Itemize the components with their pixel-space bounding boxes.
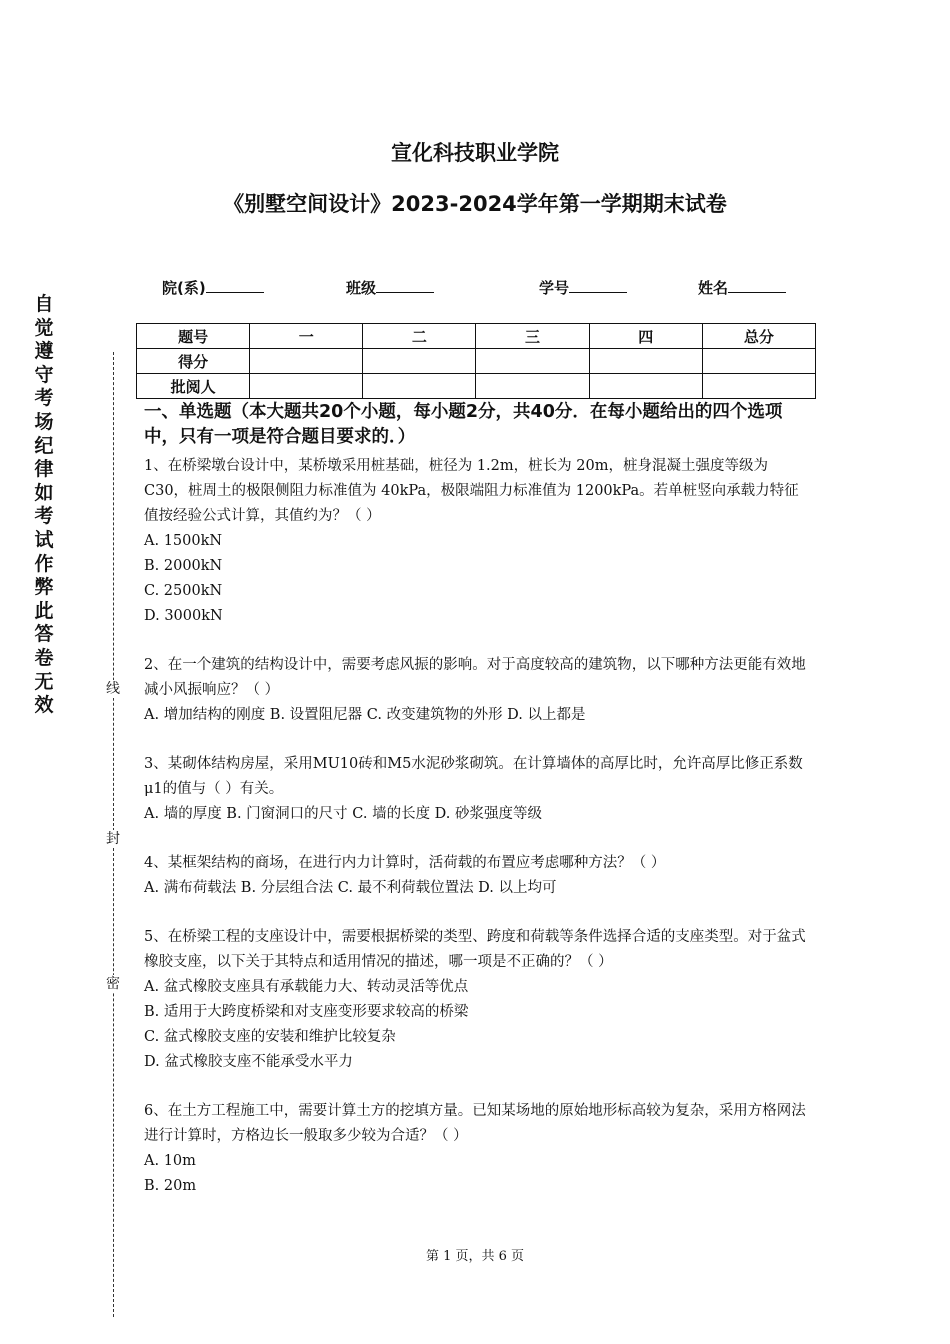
question-stem: 5、在桥梁工程的支座设计中，需要根据桥梁的类型、跨度和荷载等条件选择合适的支座类型。对于盆式橡胶支座，以下关于其特点和适用情况的描述，哪一项是不正确的？（ ） [144,929,806,970]
exam-content [144,400,810,1199]
column-header: 三 [476,324,589,349]
score-cell [589,349,702,374]
student-id-blank [569,276,627,293]
seal-mark-line: 线 [106,681,120,697]
question [144,653,810,728]
school-title: 宣化科技职业学院 [391,141,559,165]
option: C. 2500kN [144,583,223,599]
score-cell [363,349,476,374]
option: A. 10m [144,1153,196,1169]
notice-char: 弊 [34,576,54,599]
question [144,1099,810,1199]
question [144,925,810,1075]
class-blank [376,276,434,293]
name-blank [728,276,786,293]
question-stem: 4、某框架结构的商场，在进行内力计算时，活荷载的布置应考虑哪种方法？（ ） [144,855,666,871]
notice-char: 自 [34,293,54,315]
notice-char: 律 [34,458,54,481]
option: A. 满布荷载法 B. 分层组合法 C. 最不利荷载位置法 D. 以上均可 [144,880,557,896]
notice-char: 效 [34,694,54,717]
notice-char: 答 [34,623,54,646]
question-stem: 1、在桥梁墩台设计中，某桥墩采用桩基础，桩径为 1.2m，桩长为 20m，桩身混凝土强度等级为 C30，桩周土的极限侧阻力标准值为 40kPa，极限端阻力标准值为 1200kPa。若单桩竖向承载力特征值按经验公式计算，其值约为？（ ） [144,458,799,524]
option: B. 2000kN [144,558,223,574]
grader-cell [363,374,476,399]
name-field [698,276,786,298]
score-cell [702,349,815,374]
notice-char: 觉 [34,316,54,339]
notice-char: 卷 [34,646,54,669]
option: B. 适用于大跨度桥梁和对支座变形要求较高的桥梁 [144,1004,469,1020]
question [144,454,810,629]
student-id-field [539,276,627,298]
exam-title: 《别墅空间设计》2023-2024学年第一学期期末试卷 [223,192,727,216]
seal-mark-seal: 封 [106,831,120,847]
row-label: 批阅人 [137,374,250,399]
notice-char: 考 [34,387,54,410]
option: B. 20m [144,1178,197,1194]
dept-blank [206,276,264,293]
section-heading: 一、单选题（本大题共20个小题，每小题2分，共40分．在每小题给出的四个选项中，只有一项是符合题目要求的．） [144,402,783,447]
question [144,752,810,827]
option: A. 1500kN [144,533,223,549]
notice-char: 场 [34,410,54,433]
option: A. 增加结构的刚度 B. 设置阻尼器 C. 改变建筑物的外形 D. 以上都是 [144,707,586,723]
notice-char: 此 [34,599,54,622]
class-label: 班级 [346,279,377,297]
dept-field [162,276,264,298]
question-stem: 2、在一个建筑的结构设计中，需要考虑风振的影响。对于高度较高的建筑物，以下哪种方法更能有效地减小风振响应？（ ） [144,657,806,698]
exam-discipline-notice [30,293,58,718]
column-header: 总分 [702,324,815,349]
notice-char: 试 [34,528,54,551]
option: A. 盆式橡胶支座具有承载能力大、转动灵活等优点 [144,979,469,995]
column-header: 二 [363,324,476,349]
column-header: 一 [250,324,363,349]
notice-char: 考 [34,505,54,528]
row-label: 题号 [137,324,250,349]
notice-char: 守 [34,363,54,386]
question-stem: 6、在土方工程施工中，需要计算土方的挖填方量。已知某场地的原始地形标高较为复杂，采用方格网法进行计算时，方格边长一般取多少较为合适？（ ） [144,1103,806,1144]
page-number: 第 1 页，共 6 页 [425,1249,525,1264]
name-label: 姓名 [698,279,729,297]
option: D. 盆式橡胶支座不能承受水平力 [144,1054,353,1070]
notice-char: 作 [34,552,54,575]
grader-cell [476,374,589,399]
row-label: 得分 [137,349,250,374]
column-header: 四 [589,324,702,349]
table-row [137,374,816,399]
grader-cell [702,374,815,399]
option: D. 3000kN [144,608,223,624]
seal-mark-secret: 密 [106,976,120,992]
question [144,851,810,901]
notice-char: 遵 [34,340,54,363]
score-cell [476,349,589,374]
score-cell [250,349,363,374]
score-table [136,323,816,399]
table-row [137,349,816,374]
notice-char: 无 [34,670,54,693]
table-row [137,324,816,349]
notice-char: 如 [34,481,54,504]
notice-char: 纪 [34,434,54,457]
option: A. 墙的厚度 B. 门窗洞口的尺寸 C. 墙的长度 D. 砂浆强度等级 [144,806,543,822]
option: C. 盆式橡胶支座的安装和维护比较复杂 [144,1029,396,1045]
class-field [346,276,434,298]
dept-label: 院(系) [162,279,206,297]
question-stem: 3、某砌体结构房屋，采用MU10砖和M5水泥砂浆砌筑。在计算墙体的高厚比时，允许高厚比修正系数μ1的值与（ ）有关。 [144,756,803,797]
grader-cell [589,374,702,399]
grader-cell [250,374,363,399]
student-id-label: 学号 [539,279,570,297]
